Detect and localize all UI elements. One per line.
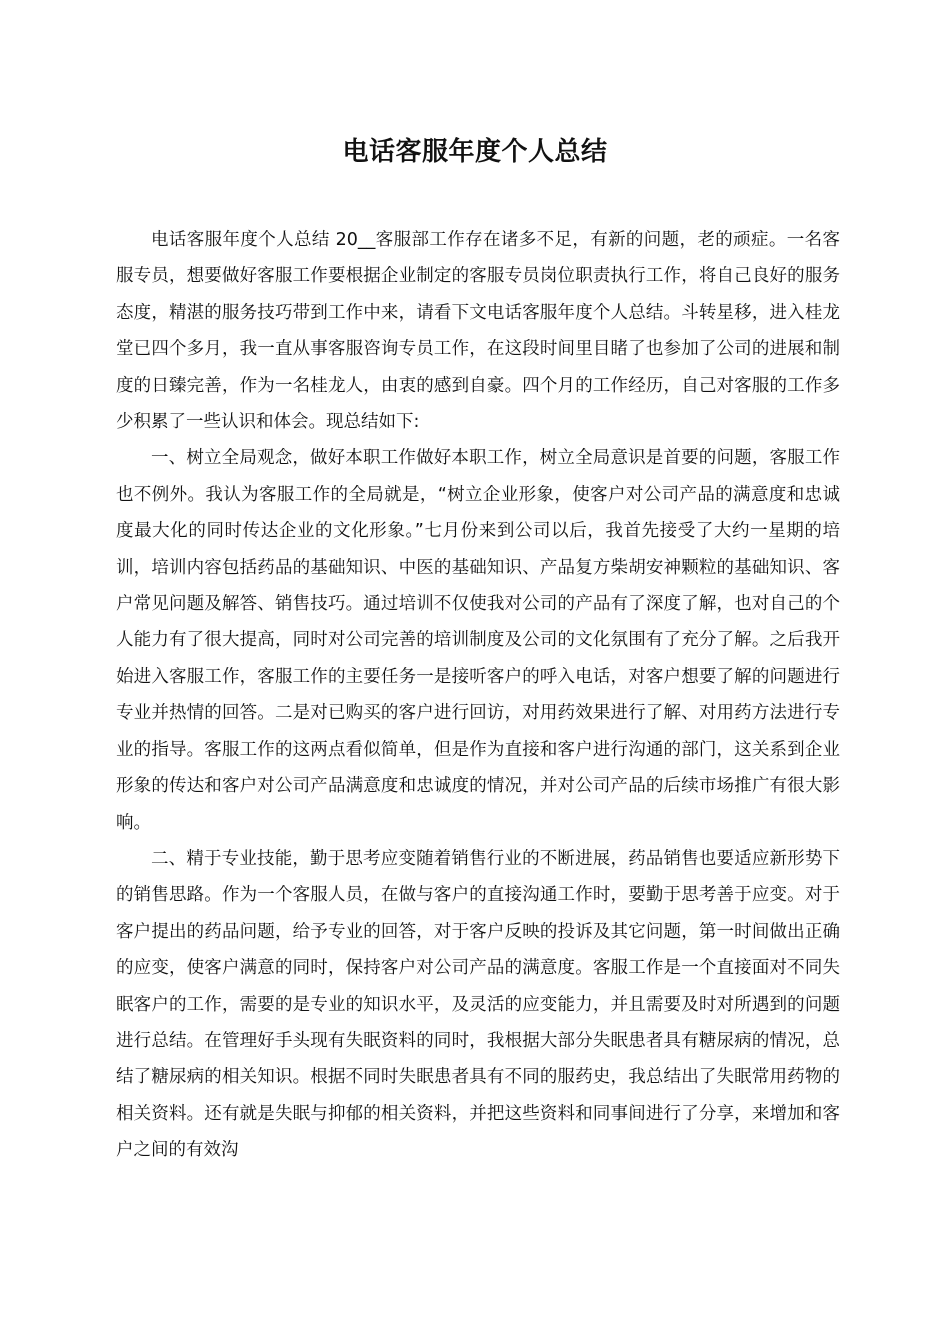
document-body (116, 222, 840, 1169)
paragraph-section-one: 一、树立全局观念，做好本职工作做好本职工作，树立全局意识是首要的问题，客服工作也不例外。我认为客服工作的全局就是，“树立企业形象，使客户对公司产品的满意度和忠诚度最大化的同时传达企业的文化形象。”七月份来到公司以后，我首先接受了大约一星期的培训，培训内容包括药品的基础知识、中医的基础知识、产品复方柴胡安神颗粒的基础知识、客户常见问题及解答、销售技巧。通过培训不仅使我对公司的产品有了深度了解，也对自己的个人能力有了很大提高，同时对公司完善的培训制度及公司的文化氛围有了充分了解。之后我开始进入客服工作，客服工作的主要任务一是接听客户的呼入电话，对客户想要了解的问题进行专业并热情的回答。二是对已购买的客户进行回访，对用药效果进行了解、对用药方法进行专业的指导。客服工作的这两点看似简单，但是作为直接和客户进行沟通的部门，这关系到企业形象的传达和客户对公司产品满意度和忠诚度的情况，并对公司产品的后续市场推广有很大影响。 (116, 448, 840, 833)
paragraph-intro: 电话客服年度个人总结 20__客服部工作存在诸多不足，有新的问题，老的顽症。一名客服专员，想要做好客服工作要根据企业制定的客服专员岗位职责执行工作，将自己良好的服务态度，精湛的服务技巧带到工作中来，请看下文电话客服年度个人总结。斗转星移，进入桂龙堂已四个多月，我一直从事客服咨询专员工作，在这段时间里目睹了也参加了公司的进展和制度的日臻完善，作为一名桂龙人，由衷的感到自豪。四个月的工作经历，自己对客服的工作多少积累了一些认识和体会。现总结如下: (116, 230, 840, 433)
document-title: 电话客服年度个人总结 (342, 137, 608, 167)
paragraph-section-two: 二、精于专业技能，勤于思考应变随着销售行业的不断进展，药品销售也要适应新形势下的销售思路。作为一个客服人员，在做与客户的直接沟通工作时，要勤于思考善于应变。对于客户提出的药品问题，给予专业的回答，对于客户反映的投诉及其它问题，第一时间做出正确的应变，使客户满意的同时，保持客户对公司产品的满意度。客服工作是一个直接面对不同失眠客户的工作，需要的是专业的知识水平，及灵活的应变能力，并且需要及时对所遇到的问题进行总结。在管理好手头现有失眠资料的同时，我根据大部分失眠患者具有糖尿病的情况，总结了糖尿病的相关知识。根据不同时失眠患者具有不同的服药史，我总结出了失眠常用药物的相关资料。还有就是失眠与抑郁的相关资料，并把这些资料和同事间进行了分享，来增加和客户之间的有效沟 (116, 848, 840, 1161)
